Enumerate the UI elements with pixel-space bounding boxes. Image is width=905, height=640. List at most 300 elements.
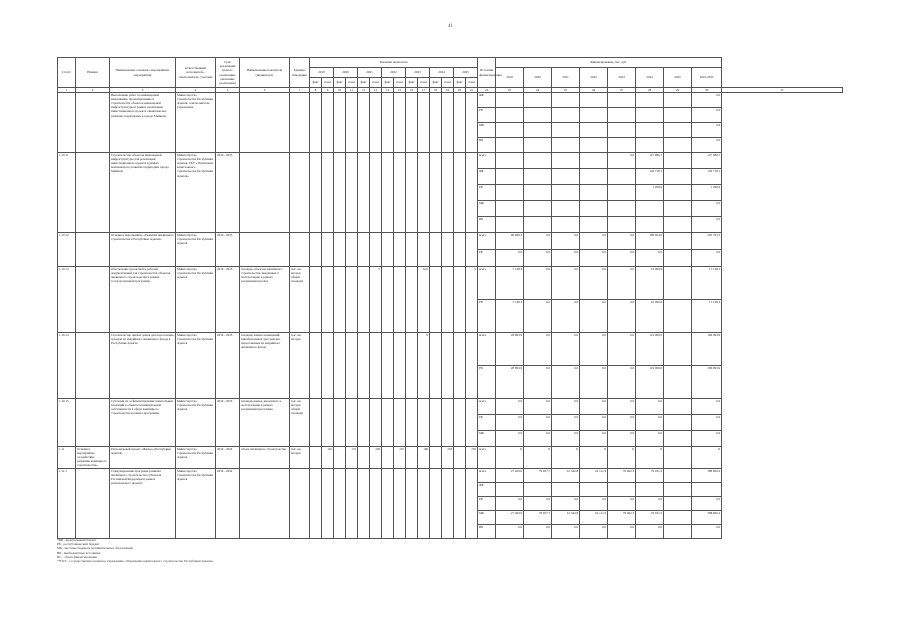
row-indicator-value [430,333,442,399]
row-indicator: площадь объектов жилищного строительства, введенных в эксплуатацию в рамках реализации проекта [240,267,290,333]
row-finance-value: 0,0 [608,300,636,333]
row-indicator-value [454,93,466,153]
row-finance-total: 0,0 [692,415,722,431]
header-name: Наимен [76,58,110,88]
header-finance-year: 2020 [524,68,552,88]
row-indicator-value [382,93,394,153]
row-indicator-value [346,267,358,333]
row-indicator-value [418,399,430,447]
header-value-sub: план [370,78,382,88]
row-finance-total: 388 806,2 [692,510,722,524]
row-indicator [240,93,290,153]
header-value-sub: план [466,78,478,88]
column-number: 28 [636,88,664,93]
row-finance-value [664,185,692,201]
row-source: РБ [478,108,496,123]
row-name [76,93,110,153]
row-indicator-value: 12,6 [418,267,430,333]
row-finance-value: 0,0 [524,496,552,510]
row-finance-value [664,524,692,538]
header-finance-year: 2025 [664,68,692,88]
header-executor: Ответственный исполнитель, соисполнитель, участник [176,58,216,88]
row-indicator-value [406,233,418,267]
table-row [58,447,843,468]
header-value-year: 2023 [406,68,430,78]
row-finance-value: 0,0 [552,496,580,510]
column-number: 27 [608,88,636,93]
row-finance-value [496,482,524,496]
row-finance-value: 0,0 [496,496,524,510]
row-indicator-value [382,468,394,538]
row-indicator-value [310,447,322,468]
row-finance-value: 0,0 [580,233,608,250]
row-source: ВБ [478,524,496,538]
row-finance-value [580,217,608,233]
column-number: 8 [310,88,322,93]
row-executor: Министерство строительства Республики Адыгея [176,447,216,468]
column-number: 14 [382,88,394,93]
row-indicator-value [346,93,358,153]
table-row [58,468,843,482]
header-value-sub: факт [454,78,466,88]
row-indicator-value [394,333,406,399]
row-finance-value: 79 657,7 [524,510,552,524]
row-indicator-value [370,233,382,267]
table-row [58,153,843,169]
row-finance-value: 0,0 [580,366,608,399]
row-finance-value [580,169,608,185]
row-finance-value: 0,0 [608,153,636,169]
row-term: 2019 - 2025 [216,399,240,447]
row-indicator-value [310,153,322,233]
column-number: 9 [322,88,334,93]
row-term: 2019 - 2025 [216,153,240,233]
row-finance-value: 0,0 [552,233,580,250]
table-row [58,267,843,300]
row-finance-total [692,482,722,496]
table-row [58,399,843,415]
row-source: всего [478,468,496,482]
header-values: Значение показателя [310,58,478,68]
row-name: Основное мероприятие «Содействие развитию жилищного строительства» [76,447,110,468]
row-finance-value [664,93,692,108]
row-finance-value [552,108,580,123]
row-description: Региональный проект «Жилье» (Республика Адыгея) [110,447,176,468]
row-id: 1.10.11 [58,153,76,233]
row-term: 2019 - 2024 [216,447,240,468]
row-name [76,468,110,538]
row-finance-value [524,185,552,201]
row-indicator-value [406,153,418,233]
row-finance-value: 0,0 [608,366,636,399]
row-finance-value [552,169,580,185]
row-finance-value [636,482,664,496]
row-finance-value: 0,0 [580,250,608,267]
row-finance-value [608,185,636,201]
row-finance-value: 0,0 [608,233,636,250]
row-indicator-value [310,333,322,399]
row-indicator-value [418,153,430,233]
row-finance-value: 0,0 [580,524,608,538]
row-finance-value: 0,0 [636,431,664,447]
row-indicator-value [370,333,382,399]
row-finance-value: 127 986,7 [636,153,664,169]
row-finance-value [664,217,692,233]
row-indicator-value [334,267,346,333]
row-finance-value: 0,0 [552,399,580,415]
row-finance-value [664,153,692,169]
row-indicator-value [382,233,394,267]
row-finance-value [608,169,636,185]
row-finance-value: 199 694,0 [636,233,664,250]
row-indicator-value [394,267,406,333]
row-indicator-value [406,333,418,399]
row-indicator-value [430,93,442,153]
row-finance-value: 0,0 [580,300,608,333]
footnote-line: **ГКУ - государственное казенное учреждение «Управление капитального строительства Республики Адыгея» [57,559,214,564]
row-indicator-value [346,468,358,538]
row-indicator-value [334,447,346,468]
row-finance-value [664,399,692,415]
row-finance-value: 0,0 [580,333,608,366]
row-finance-value [664,333,692,366]
table-row [58,233,843,250]
row-finance-value: 79 031,5 [636,468,664,482]
row-indicator-value [430,468,442,538]
row-finance-value: 0,0 [552,524,580,538]
row-indicator-value [454,333,466,399]
column-number: 29 [664,88,692,93]
row-finance-value [496,93,524,108]
row-indicator-value [370,153,382,233]
row-finance-total: 0,0 [692,93,722,108]
row-finance-value [496,108,524,123]
row-source: ФБ [478,93,496,108]
column-number: 7 [290,88,310,93]
row-finance-total: 1 268,6 [692,185,722,201]
row-finance-value [580,108,608,123]
row-indicator: площадь жилых помещений, приобретенных для граждан, переселяемых из аварийного жилищного фонда [240,333,290,399]
row-source: РБ [478,300,496,333]
header-value-sub: план [322,78,334,88]
row-finance-value [608,201,636,217]
row-finance-value: 28 893,9 [496,333,524,366]
row-indicator-value [406,267,418,333]
row-indicator-value [382,399,394,447]
column-number: 1 [58,88,76,93]
row-finance-value: 0,0 [552,250,580,267]
row-finance-value: X [552,447,580,468]
row-unit [290,468,310,538]
row-indicator: площадь жилья, введенного в эксплуатацию в рамках реализации программы [240,399,290,447]
column-number: 21 [466,88,478,93]
row-indicator-value [382,153,394,233]
row-finance-total: 0,0 [692,123,722,138]
row-finance-value [608,482,636,496]
row-finance-value: 79 031,5 [636,510,664,524]
row-id: 1.11 [58,447,76,468]
row-finance-value: 0,0 [552,415,580,431]
row-indicator-value [466,468,478,538]
row-indicator-value [322,399,334,447]
row-indicator-value [406,93,418,153]
row-finance-value [552,93,580,108]
row-finance-value: 0,0 [496,415,524,431]
row-finance-value: 0,0 [636,496,664,510]
row-indicator-value [454,447,466,468]
row-executor: Министерство строительства Республики Адыгея [176,267,216,333]
row-finance-value [664,108,692,123]
footnotes [57,538,214,563]
row-id: 1.11.1 [58,468,76,538]
header-status: Статус [58,58,76,88]
row-indicator-value [430,267,442,333]
row-name [76,399,110,447]
row-source: ФБ [478,169,496,185]
row-unit: тыс. кв. метров [290,447,310,468]
row-finance-value: 96 069,3 [496,233,524,250]
row-name [76,233,110,267]
row-indicator-value: 201 [394,447,406,468]
row-unit [290,233,310,267]
row-finance-total: 186 893,9 [692,366,722,399]
row-indicator-value [358,399,370,447]
row-finance-value: 7 148,3 [496,267,524,300]
row-indicator-value [358,468,370,538]
row-executor: Министерство строительства Республики Адыгея [176,233,216,267]
row-source: МБ [478,201,496,217]
row-indicator-value [454,399,466,447]
row-finance-value [552,185,580,201]
header-value-sub: план [394,78,406,88]
row-indicator-value [406,399,418,447]
row-finance-value: 0,0 [496,431,524,447]
row-finance-value: X [608,447,636,468]
row-finance-value [524,482,552,496]
row-indicator-value [442,233,454,267]
row-finance-total: 0,0 [692,108,722,123]
header-value-year: 2022 [382,68,406,78]
row-unit: тыс. кв. метров общей площади [290,267,310,333]
row-indicator-value: 218 [442,447,454,468]
row-indicator-value [442,93,454,153]
header-finance-year: 2021 [552,68,580,88]
row-finance-value [552,217,580,233]
row-finance-value [664,233,692,250]
column-number: 15 [394,88,406,93]
row-indicator-value: 9 [418,333,430,399]
row-finance-value [496,185,524,201]
row-source: РБ [478,185,496,201]
row-finance-total: 0,0 [692,496,722,510]
header-finance-year: 2022 [580,68,608,88]
header-value-sub: факт [382,78,394,88]
row-finance-value: 0,0 [580,399,608,415]
row-finance-value: 0,0 [608,496,636,510]
row-finance-value [664,300,692,333]
row-finance-total: 0,0 [692,431,722,447]
row-finance-value: 0,0 [524,399,552,415]
row-finance-value: 1 268,6 [636,185,664,201]
row-finance-value: 0,0 [608,267,636,300]
row-indicator-value: 9 [466,267,478,333]
row-finance-value [524,169,552,185]
row-name [76,153,110,233]
row-executor: Министерство строительства Республики Адыгея [176,399,216,447]
row-indicator-value [418,468,430,538]
column-number: 5 [216,88,240,93]
row-indicator-value [418,233,430,267]
column-number: 6 [240,88,290,93]
row-finance-value: X [524,447,552,468]
column-number: 30 [692,88,722,93]
row-id: 1.10.12 [58,233,76,267]
row-finance-value: 0,0 [496,399,524,415]
column-number: 26 [580,88,608,93]
row-indicator-value [442,399,454,447]
row-name [76,267,110,333]
row-finance-value: 0,0 [608,399,636,415]
row-source: РБ [478,415,496,431]
row-finance-value: 0,0 [524,431,552,447]
row-finance-value: 0,0 [552,366,580,399]
row-finance-value: 0,0 [636,524,664,538]
row-indicator-value [334,233,346,267]
column-number: 16 [406,88,418,93]
row-finance-value [552,482,580,496]
row-indicator-value [370,399,382,447]
header-finance-year: 2019-2025 [692,68,722,88]
row-indicator-value [334,468,346,538]
row-finance-value: 0,0 [580,415,608,431]
row-indicator-value [418,93,430,153]
row-id [58,93,76,153]
row-indicator-value [346,153,358,233]
row-id: 1.10.14 [58,333,76,399]
row-indicator-value [382,267,394,333]
header-value-sub: факт [406,78,418,88]
row-finance-value [524,108,552,123]
row-indicator-value: 5 [370,267,382,333]
row-finance-value: 0,0 [552,267,580,300]
row-indicator-value [346,399,358,447]
row-finance-value [636,108,664,123]
column-number: 17 [418,88,430,93]
row-finance-value: 0,0 [524,267,552,300]
row-finance-value: 0,0 [580,431,608,447]
row-finance-value [580,201,608,217]
row-finance-value [664,482,692,496]
row-finance-value: 0,0 [608,250,636,267]
footnote-line: ВБ - внебюджетные источники [57,550,101,555]
row-source: МБ [478,123,496,138]
row-finance-value [524,153,552,169]
row-finance-value [664,431,692,447]
row-finance-value: 79 462,3 [608,510,636,524]
row-source: всего [478,333,496,366]
header-value-year: 2019 [310,68,334,78]
row-indicator-value: 172 [346,447,358,468]
row-finance-value [636,201,664,217]
row-finance-value: 7 148,3 [496,300,524,333]
row-finance-value [608,123,636,138]
row-indicator-value [466,233,478,267]
row-finance-value: 0,0 [636,250,664,267]
row-description: Строительство жилых домов для переселения граждан из аварийного жилищного фонда в Республике Адыгея [110,333,176,399]
row-indicator-value [310,399,322,447]
column-number: 13 [370,88,382,93]
row-finance-value: 61 342,8 [552,468,580,482]
row-indicator-value [454,468,466,538]
row-finance-value [496,169,524,185]
row-finance-value [636,138,664,153]
row-finance-value [524,138,552,153]
row-indicator: объем жилищного строительства [240,447,290,468]
row-indicator-value [454,233,466,267]
header-indicator: Наименование показателя (индикатора) [240,58,290,88]
row-finance-total: 295 763,3 [692,233,722,250]
row-source: РБ [478,496,496,510]
column-number: 23 [496,88,524,93]
column-number: 10 [334,88,346,93]
header-finance: Финансирование, тыс. руб. [496,58,722,68]
page-number: 41 [448,24,453,29]
row-executor: Министерство строительства Республики Адыгея [176,333,216,399]
row-finance-value: 61 342,8 [552,510,580,524]
row-source: всего [478,447,496,468]
header-term: Срок реализации (начало реализации, окончание реализации) [216,58,240,88]
row-indicator-value [322,333,334,399]
row-finance-value [664,496,692,510]
row-finance-value: 0,0 [496,250,524,267]
row-source: МБ [478,510,496,524]
row-indicator-value [358,447,370,468]
row-indicator-value [466,333,478,399]
row-indicator [240,468,290,538]
row-finance-value: 0,0 [524,250,552,267]
row-indicator-value [358,233,370,267]
row-indicator-value [454,267,466,333]
row-finance-value [608,217,636,233]
row-finance-value [664,468,692,482]
row-indicator-value [310,468,322,538]
row-id: 1.10.15 [58,399,76,447]
row-indicator-value [358,153,370,233]
row-indicator-value [406,447,418,468]
row-unit [290,93,310,153]
row-finance-value: 0,0 [608,333,636,366]
row-description: Стимулирование программ развития жилищного строительства субъектов Российской Федерации в рамках регионального проекта [110,468,176,538]
row-finance-value [580,185,608,201]
row-unit: тыс. кв. метров [290,333,310,399]
row-finance-value [636,123,664,138]
row-indicator-value [406,468,418,538]
row-description: Субсидии на софинансирование капитальных вложений в объекты муниципальной собственности в сфере жилищного строительства в рамках программы [110,399,176,447]
column-number: 24 [524,88,552,93]
row-finance-value [608,93,636,108]
row-indicator-value [334,153,346,233]
row-finance-total: X [692,447,722,468]
row-indicator-value [430,153,442,233]
row-indicator-value: 196 [418,447,430,468]
row-indicator-value: 191 [322,447,334,468]
header-value-sub: план [442,78,454,88]
row-source: ВБ [478,138,496,153]
row-executor: Министерство строительства Республики Адыгея [176,468,216,538]
header-value-sub: факт [334,78,346,88]
row-finance-value: 0,0 [608,524,636,538]
table-row [58,333,843,366]
